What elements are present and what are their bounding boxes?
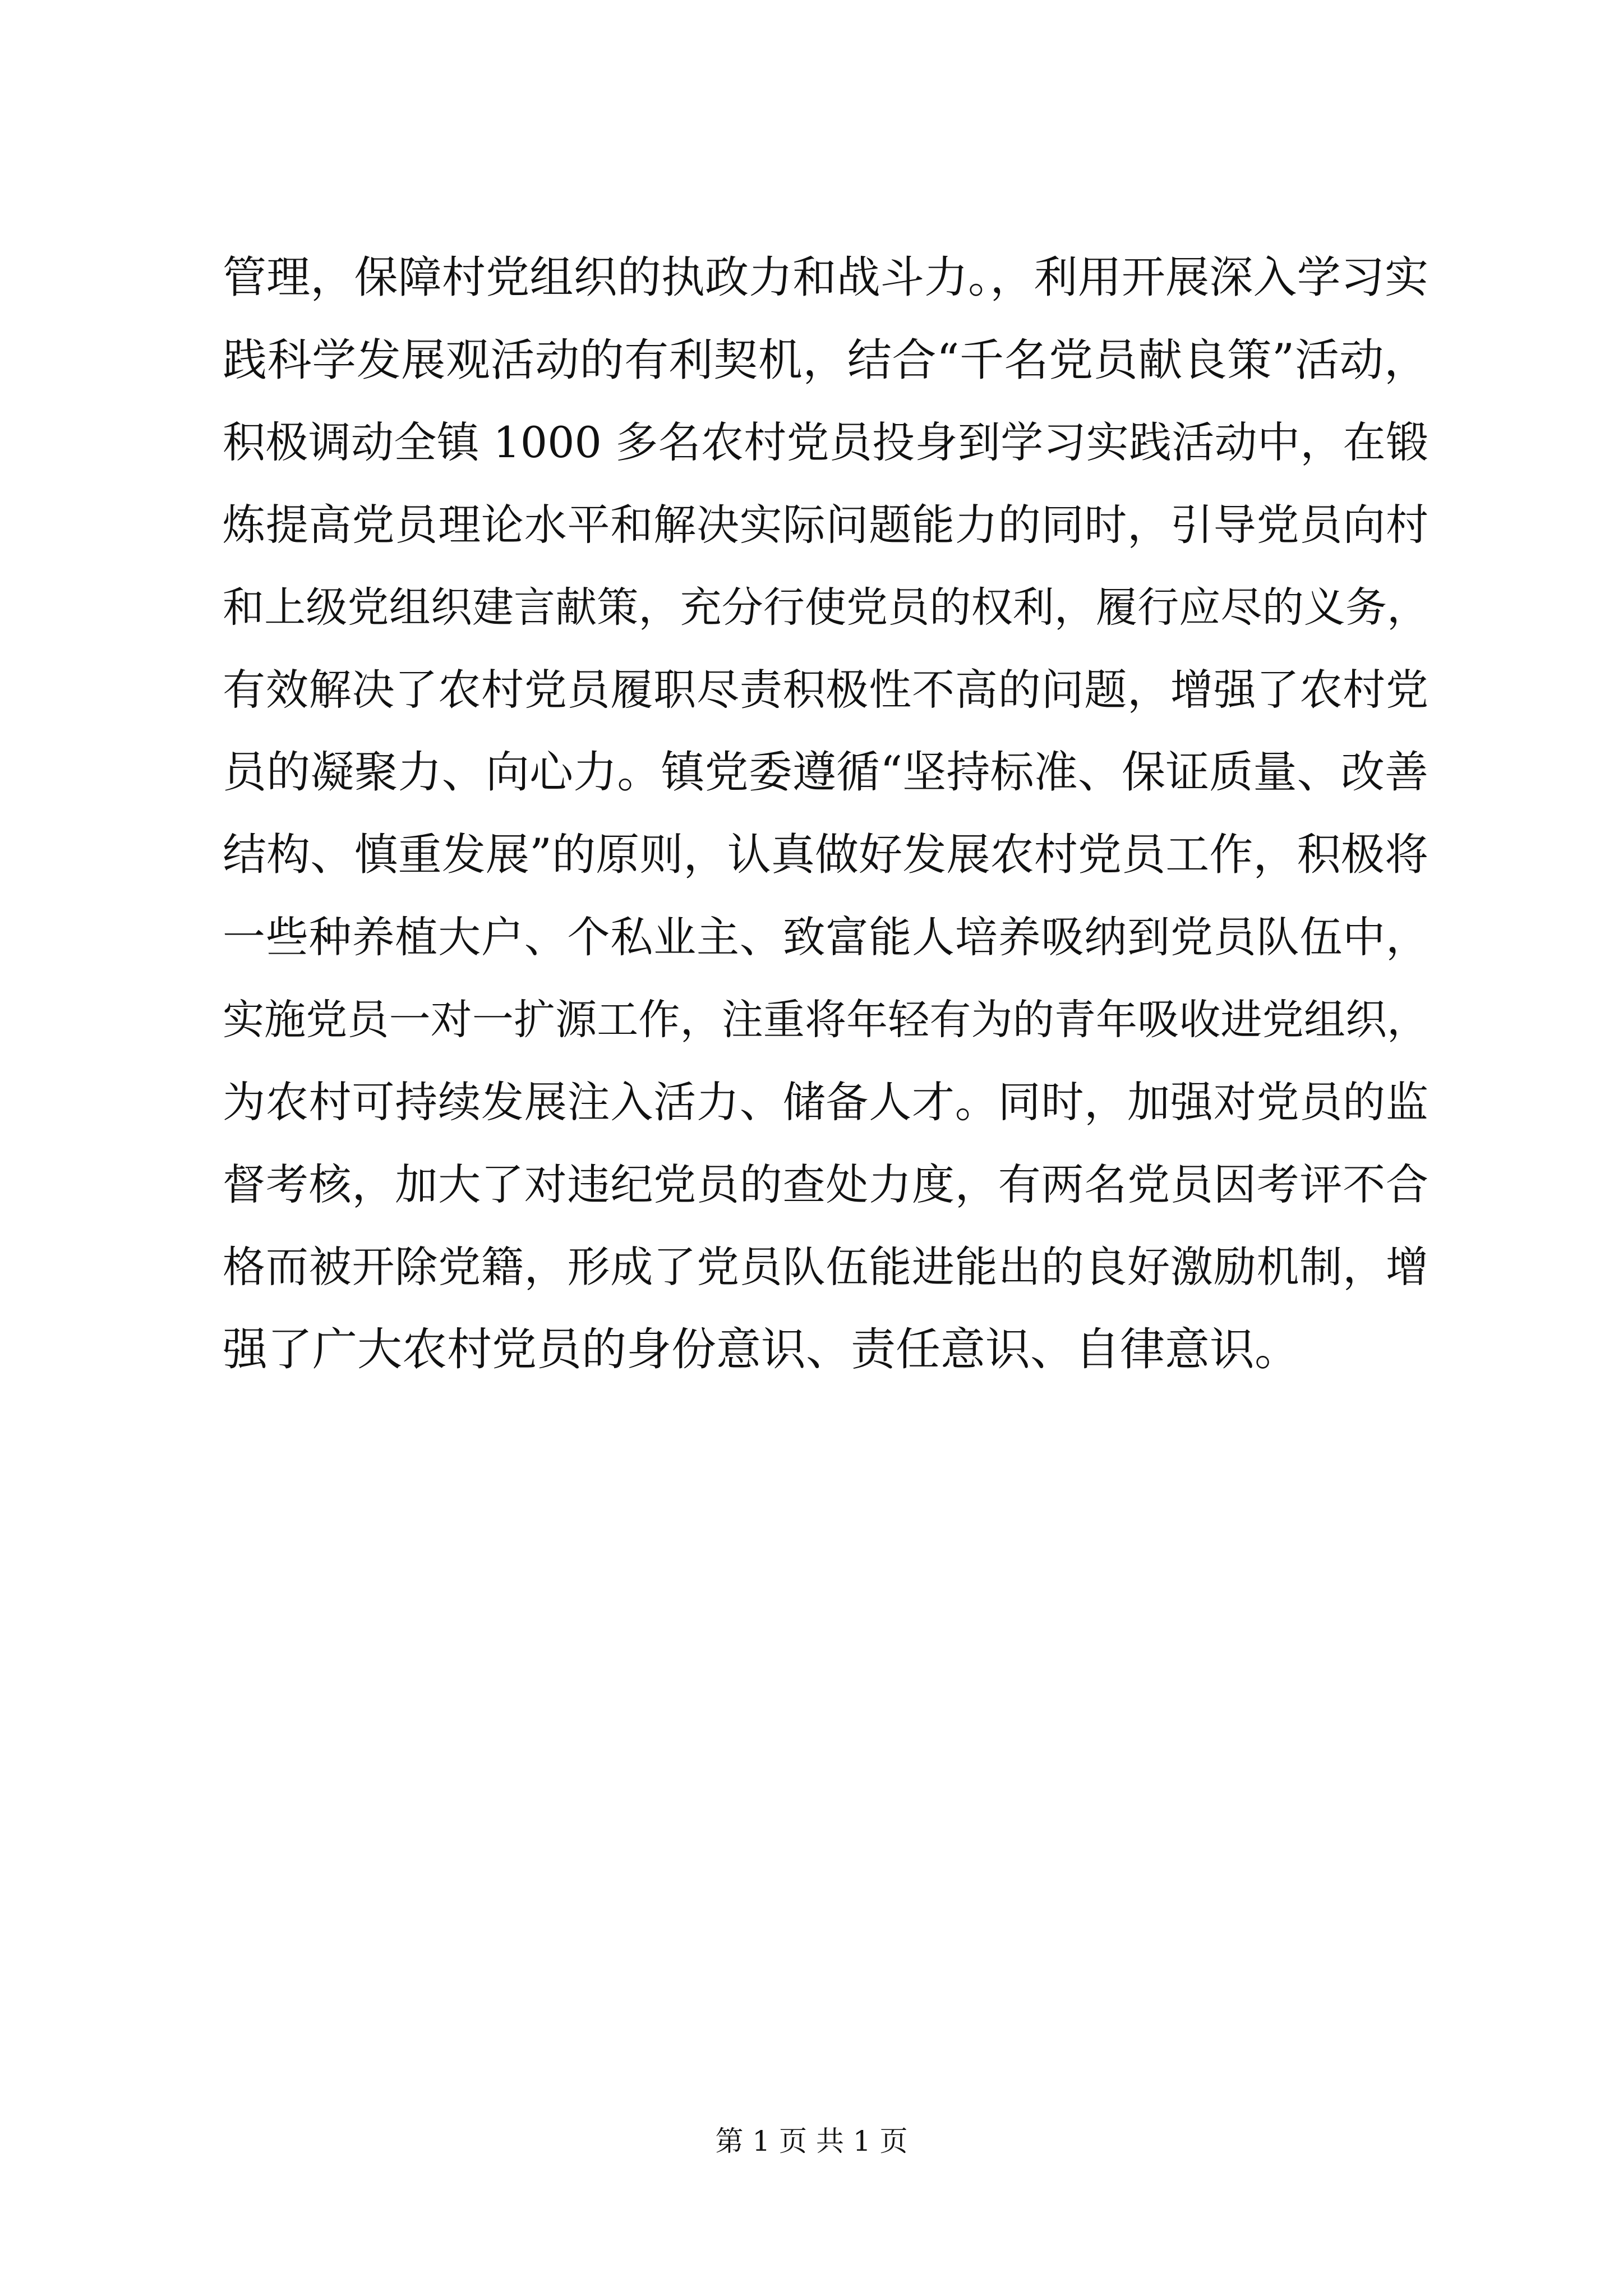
text-line: 为农村可持续发展注入活力、储备人才。同时，加强对党员的监 xyxy=(223,1077,1428,1127)
text-line: 践科学发展观活动的有利契机，结合“千名党员献良策”活动， xyxy=(223,334,1428,386)
text-line: 有效解决了农村党员履职尽责积极性不高的问题，增强了农村党 xyxy=(223,665,1428,715)
text-line: 督考核，加大了对违纪党员的查处力度，有两名党员因考评不合 xyxy=(223,1159,1428,1209)
text-line: 员的凝聚力、向心力。镇党委遵循“坚持标准、保证质量、改善 xyxy=(223,747,1428,798)
text-line: 格而被开除党籍，形成了党员队伍能进能出的良好激励机制，增 xyxy=(223,1242,1428,1292)
page-footer xyxy=(0,2124,1623,2158)
text-line: 结构、慎重发展”的原则，认真做好发展农村党员工作，积极将 xyxy=(223,830,1428,880)
page-number-label: 第 1 页 共 1 页 xyxy=(715,2125,908,2157)
text-line: 和上级党组织建言献策，充分行使党员的权利，履行应尽的义务， xyxy=(223,583,1428,632)
text-line: 强了广大农村党员的身份意识、责任意识、自律意识。 xyxy=(223,1323,1299,1375)
text-line: 实施党员一对一扩源工作，注重将年轻有为的青年吸收进党组织， xyxy=(223,996,1428,1044)
text-line: 管理，保障村党组织的执政力和战斗力。，利用开展深入学习实 xyxy=(223,252,1428,303)
body-paragraph xyxy=(223,252,1428,1410)
text-line: 炼提高党员理论水平和解决实际问题能力的同时，引导党员向村 xyxy=(223,500,1428,550)
text-line: 积极调动全镇 1000 多名农村党员投身到学习实践活动中，在锻 xyxy=(223,417,1428,467)
text-line: 一些种养植大户、个私业主、致富能人培养吸纳到党员队伍中， xyxy=(223,912,1428,962)
